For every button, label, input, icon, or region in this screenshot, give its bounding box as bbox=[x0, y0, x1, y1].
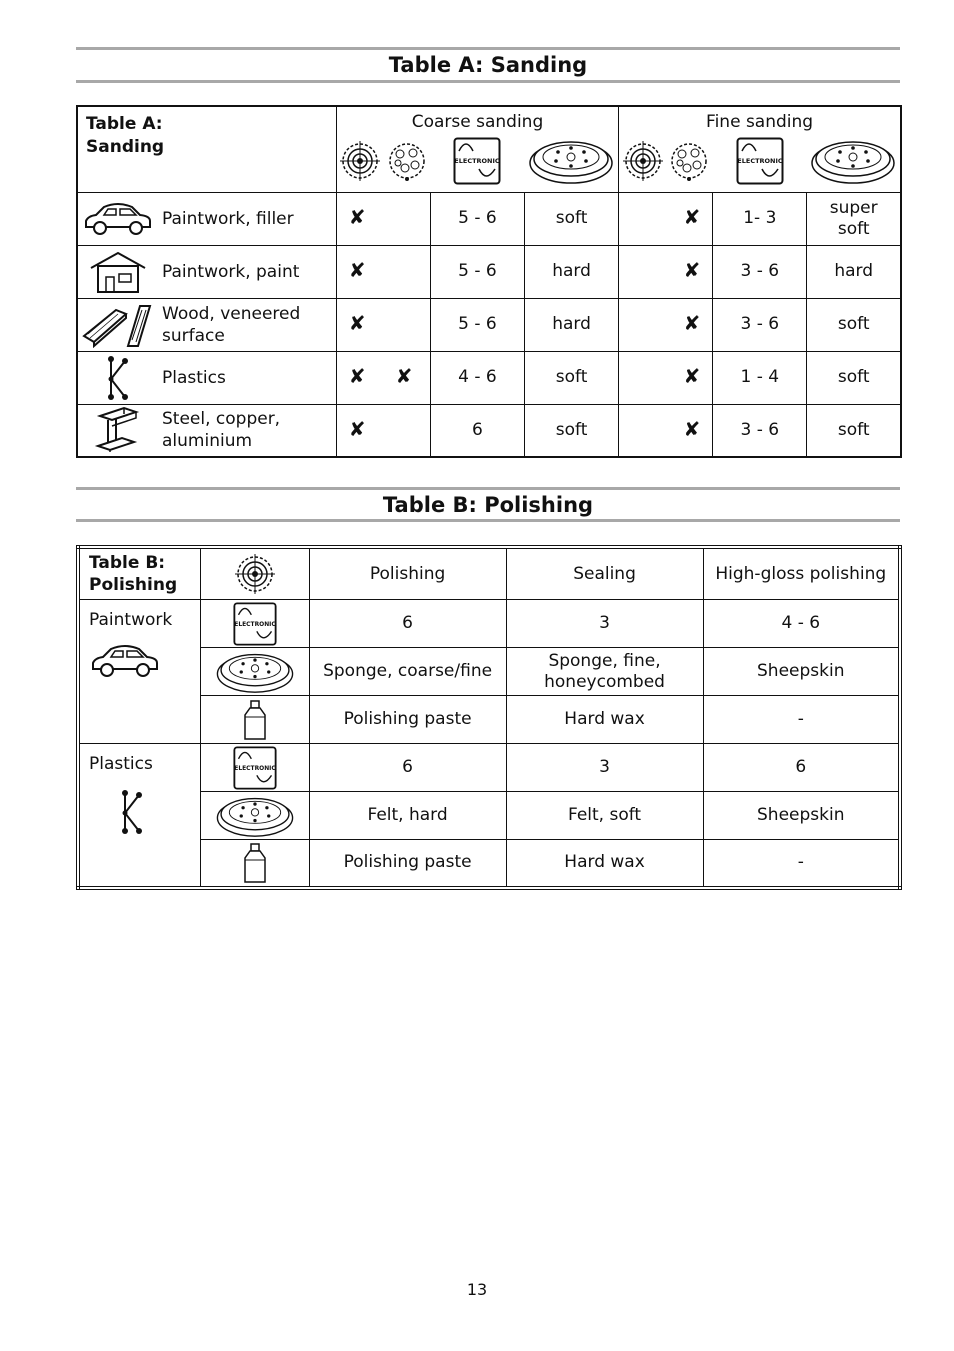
coarse-speed-cell: 4 - 6 bbox=[430, 351, 524, 404]
table-row bbox=[77, 192, 901, 245]
table-row bbox=[77, 351, 901, 404]
house-icon bbox=[78, 250, 158, 294]
check-mark: ✘ bbox=[348, 205, 366, 229]
page-number: 13 bbox=[466, 1280, 488, 1299]
group-label-plastics bbox=[78, 744, 201, 888]
orbit-patterns bbox=[619, 137, 713, 185]
fine-pattern-cell bbox=[619, 298, 713, 351]
corner-line: Sanding bbox=[86, 137, 165, 157]
fine-pad-cell bbox=[807, 404, 901, 457]
coarse-pattern-cell bbox=[336, 245, 430, 298]
fine-pad-text: soft bbox=[837, 367, 870, 387]
value-cell: 6 bbox=[703, 744, 900, 792]
label-line: Steel, copper, bbox=[162, 409, 281, 430]
bottle-icon bbox=[242, 699, 268, 741]
coarse-pad-cell: soft bbox=[525, 351, 619, 404]
backing-pad-icon bbox=[528, 137, 614, 185]
corner-line: Polishing bbox=[89, 575, 178, 595]
check-mark: ✘ bbox=[683, 258, 701, 282]
check-mark: ✘ bbox=[683, 364, 701, 388]
icon-cell bbox=[201, 840, 310, 888]
coarse-speed-cell: 5 - 6 bbox=[430, 192, 524, 245]
table-b-corner bbox=[78, 547, 201, 600]
row-label-text: Paintwork, filler bbox=[162, 208, 294, 229]
value-cell: Sheepskin bbox=[703, 648, 900, 696]
corner-line: Table A: bbox=[86, 114, 163, 134]
coarse-pattern-cell bbox=[336, 404, 430, 457]
coarse-pad-cell: hard bbox=[525, 245, 619, 298]
table-a-heading: Table A: Sanding bbox=[388, 53, 588, 77]
check-mark: ✘ bbox=[348, 416, 366, 441]
fine-pad-text: soft bbox=[837, 419, 870, 440]
value-cell: Sponge, coarse/fine bbox=[309, 648, 506, 696]
value-cell: Felt, hard bbox=[309, 792, 506, 840]
steel-beam-icon bbox=[78, 406, 158, 454]
svg-text:ELECTRONIC: ELECTRONIC bbox=[234, 764, 276, 772]
fine-pad-cell bbox=[807, 351, 901, 404]
coarse-pattern-cell bbox=[336, 298, 430, 351]
fine-pad-cell bbox=[807, 245, 901, 298]
backing-pad-icon bbox=[215, 794, 295, 838]
value-cell: 6 bbox=[309, 600, 506, 648]
value-cell: 4 - 6 bbox=[703, 600, 900, 648]
orbit-patterns bbox=[337, 137, 431, 185]
random-orbit-icon bbox=[669, 141, 709, 181]
coarse-speed-cell: 5 - 6 bbox=[430, 245, 524, 298]
value-line: Sponge, fine, bbox=[548, 650, 661, 671]
value-line: honeycombed bbox=[544, 671, 665, 692]
value-cell: Polishing paste bbox=[309, 696, 506, 744]
label-line: surface bbox=[162, 325, 225, 346]
column-header: High-gloss polishing bbox=[703, 547, 900, 600]
fine-pattern-cell bbox=[619, 245, 713, 298]
value-cell: - bbox=[703, 696, 900, 744]
electronic-speed-icon bbox=[233, 746, 277, 790]
row-label bbox=[77, 298, 336, 351]
electronic-speed-icon bbox=[453, 137, 501, 185]
heading-rule-bottom bbox=[76, 519, 900, 522]
column-header: Polishing bbox=[309, 547, 506, 600]
fine-sanding-group bbox=[619, 106, 901, 192]
table-row bbox=[78, 792, 900, 840]
fine-pad-cell bbox=[807, 298, 901, 351]
label-line: aluminium bbox=[162, 431, 253, 452]
fine-pattern-cell bbox=[619, 404, 713, 457]
heading-rule-top bbox=[76, 487, 900, 490]
table-row bbox=[77, 245, 901, 298]
svg-text:ELECTRONIC: ELECTRONIC bbox=[454, 157, 501, 165]
concentric-orbit-icon bbox=[340, 141, 380, 181]
svg-text:ELECTRONIC: ELECTRONIC bbox=[736, 157, 783, 165]
table-row bbox=[78, 744, 900, 792]
row-label-text: Plastics bbox=[162, 367, 226, 388]
car-icon bbox=[78, 201, 158, 237]
label-line: Wood, veneered bbox=[162, 303, 301, 324]
icon-cell bbox=[201, 600, 310, 648]
table-row bbox=[78, 648, 900, 696]
concentric-orbit-icon bbox=[623, 141, 663, 181]
row-label-text bbox=[158, 303, 300, 347]
bottle-icon bbox=[242, 842, 268, 884]
value-cell: 3 bbox=[506, 600, 703, 648]
coarse-speed-cell: 5 - 6 bbox=[430, 298, 524, 351]
backing-pad-icon bbox=[215, 650, 295, 694]
wood-icon bbox=[78, 302, 158, 348]
fine-pad-cell bbox=[807, 192, 901, 245]
check-mark: ✘ bbox=[395, 364, 413, 388]
speed-setting bbox=[713, 137, 807, 185]
coarse-sanding-group bbox=[336, 106, 618, 192]
fine-pad-text: soft bbox=[837, 218, 870, 239]
backing-pad-icon bbox=[810, 137, 896, 185]
fine-pattern-cell bbox=[619, 351, 713, 404]
table-row bbox=[78, 696, 900, 744]
value-cell: Hard wax bbox=[506, 696, 703, 744]
table-row bbox=[78, 600, 900, 648]
fine-pad-text: super bbox=[829, 197, 878, 218]
fine-sanding-label: Fine sanding bbox=[706, 112, 814, 132]
electronic-speed-icon bbox=[736, 137, 784, 185]
value-cell bbox=[506, 648, 703, 696]
value-cell: 6 bbox=[309, 744, 506, 792]
plastics-icon bbox=[78, 355, 158, 401]
icon-cell bbox=[201, 696, 310, 744]
fine-speed-cell: 1 - 4 bbox=[713, 351, 807, 404]
speed-setting bbox=[431, 137, 525, 185]
backing-pad bbox=[806, 137, 900, 185]
group-label-paintwork bbox=[78, 600, 201, 744]
fine-speed-cell: 3 - 6 bbox=[713, 404, 807, 457]
column-header: Sealing bbox=[506, 547, 703, 600]
orbit-pattern-cell bbox=[201, 547, 310, 600]
table-row bbox=[78, 840, 900, 888]
row-label bbox=[77, 192, 336, 245]
value-cell: - bbox=[703, 840, 900, 888]
backing-pad bbox=[524, 137, 618, 185]
fine-pattern-cell bbox=[619, 192, 713, 245]
coarse-pad-cell: hard bbox=[525, 298, 619, 351]
check-mark: ✘ bbox=[348, 364, 366, 388]
coarse-pattern-cell bbox=[336, 351, 430, 404]
coarse-pad-cell: soft bbox=[525, 404, 619, 457]
coarse-sanding-label: Coarse sanding bbox=[411, 112, 544, 132]
value-cell: 3 bbox=[506, 744, 703, 792]
table-a-corner bbox=[77, 106, 336, 192]
check-mark: ✘ bbox=[683, 311, 701, 335]
sanding-table bbox=[76, 105, 902, 458]
value-cell: Polishing paste bbox=[309, 840, 506, 888]
svg-text:ELECTRONIC: ELECTRONIC bbox=[234, 620, 276, 628]
row-label-text: Paintwork, paint bbox=[162, 261, 300, 282]
row-label bbox=[77, 245, 336, 298]
table-row bbox=[77, 298, 901, 351]
icon-cell bbox=[201, 648, 310, 696]
group-label-text: Paintwork bbox=[89, 610, 173, 630]
check-mark: ✘ bbox=[348, 258, 366, 282]
table-row bbox=[77, 404, 901, 457]
heading-rule-top bbox=[76, 47, 900, 50]
coarse-pattern-cell bbox=[336, 192, 430, 245]
group-label-text: Plastics bbox=[89, 754, 153, 774]
table-b-heading: Table B: Polishing bbox=[382, 493, 594, 517]
fine-speed-cell: 3 - 6 bbox=[713, 245, 807, 298]
car-icon bbox=[89, 643, 161, 679]
row-label-text bbox=[158, 408, 280, 452]
row-label bbox=[77, 351, 336, 404]
heading-rule-bottom bbox=[76, 80, 900, 83]
coarse-pad-cell: soft bbox=[525, 192, 619, 245]
check-mark: ✘ bbox=[683, 205, 701, 229]
fine-speed-cell: 3 - 6 bbox=[713, 298, 807, 351]
plastics-icon bbox=[117, 789, 147, 835]
corner-line: Table B: bbox=[89, 553, 166, 573]
polishing-table bbox=[76, 545, 902, 890]
fine-pad-text: hard bbox=[834, 261, 874, 281]
coarse-speed-cell: 6 bbox=[430, 404, 524, 457]
check-mark: ✘ bbox=[348, 311, 366, 335]
fine-pad-text: soft bbox=[837, 314, 870, 334]
value-cell: Hard wax bbox=[506, 840, 703, 888]
check-mark: ✘ bbox=[683, 416, 701, 441]
concentric-orbit-icon bbox=[235, 554, 275, 594]
fine-speed-cell: 1- 3 bbox=[713, 192, 807, 245]
value-cell: Sheepskin bbox=[703, 792, 900, 840]
row-label bbox=[77, 404, 336, 457]
icon-cell bbox=[201, 744, 310, 792]
value-cell: Felt, soft bbox=[506, 792, 703, 840]
electronic-speed-icon bbox=[233, 602, 277, 646]
icon-cell bbox=[201, 792, 310, 840]
random-orbit-icon bbox=[387, 141, 427, 181]
